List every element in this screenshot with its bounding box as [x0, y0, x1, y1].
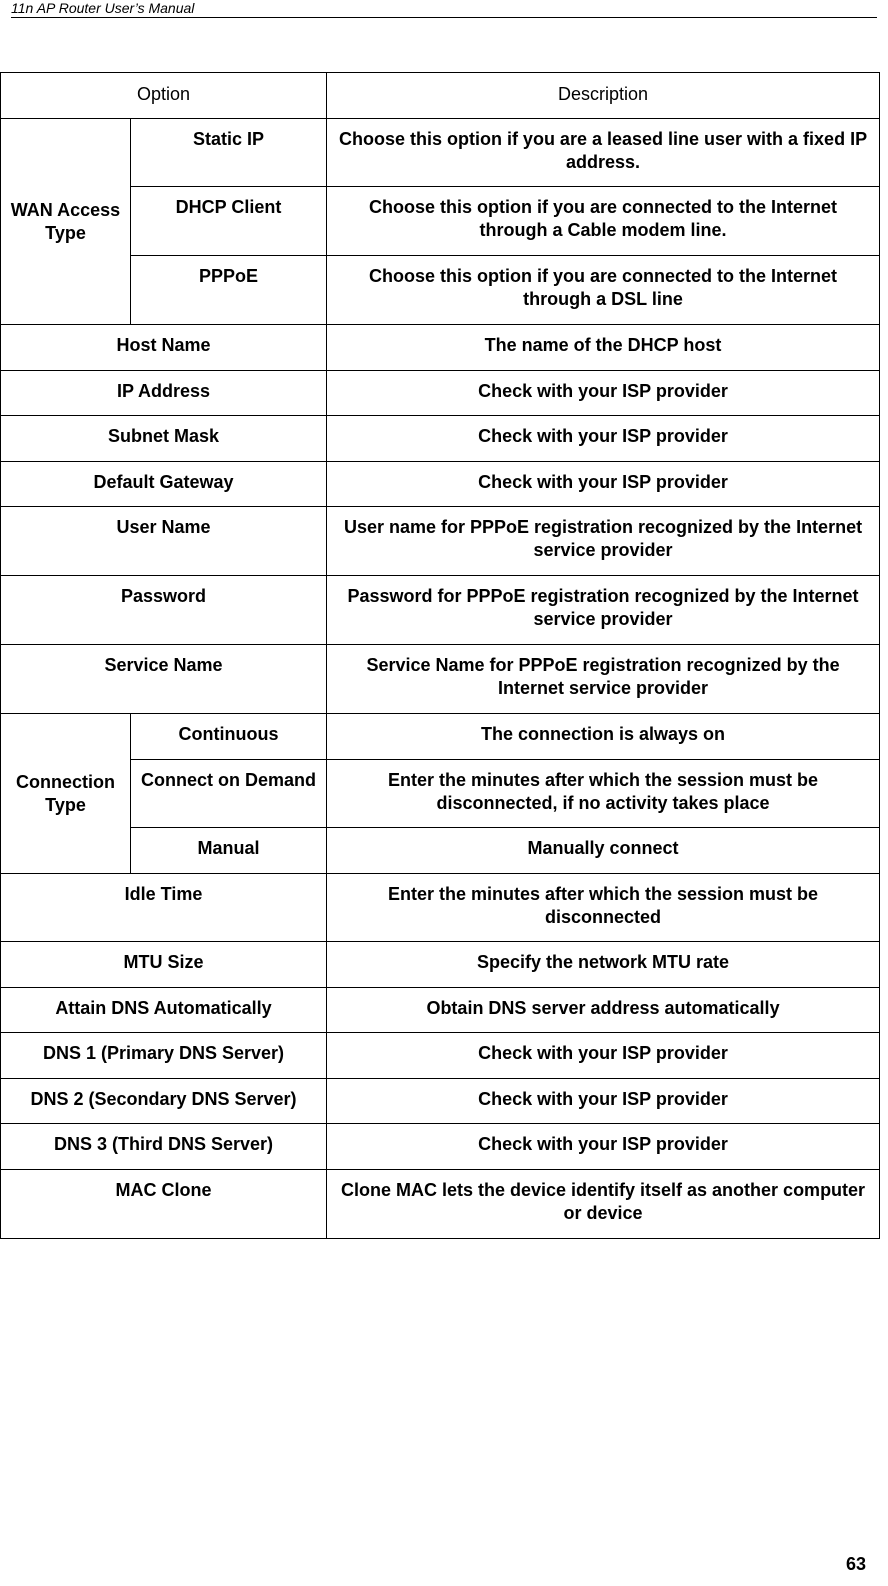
option-cell: Idle Time: [1, 874, 327, 942]
option-cell: Default Gateway: [1, 462, 327, 507]
description-cell: Enter the minutes after which the session must be disconnected, if no activity takes place: [327, 760, 880, 828]
table-row: [1, 645, 880, 714]
table-row: [1, 1033, 880, 1079]
description-cell: Specify the network MTU rate: [327, 942, 880, 988]
group-label-wan-access-type: WAN Access Type: [1, 119, 131, 325]
page-number: 63: [846, 1554, 867, 1574]
description-cell: Check with your ISP provider: [327, 416, 880, 462]
option-cell: Static IP: [131, 119, 327, 187]
table-row: [1, 507, 880, 576]
table-row: [1, 714, 880, 760]
description-cell: Password for PPPoE registration recognized by the Internet service provider: [327, 576, 880, 645]
table-row: [1, 462, 880, 507]
description-cell: Check with your ISP provider: [327, 1033, 880, 1079]
group-label-connection-type: Connection Type: [1, 714, 131, 874]
option-cell: Attain DNS Automatically: [1, 988, 327, 1033]
description-cell: Check with your ISP provider: [327, 462, 880, 507]
option-cell: DNS 1 (Primary DNS Server): [1, 1033, 327, 1079]
column-header-option: Option: [1, 73, 327, 119]
description-cell: Service Name for PPPoE registration recognized by the Internet service provider: [327, 645, 880, 714]
description-cell: The connection is always on: [327, 714, 880, 760]
table-row: [1, 1079, 880, 1124]
option-cell: Connect on Demand: [131, 760, 327, 828]
option-cell: IP Address: [1, 371, 327, 416]
description-cell: Choose this option if you are a leased line user with a fixed IP address.: [327, 119, 880, 187]
column-header-description: Description: [327, 73, 880, 119]
option-cell: DNS 3 (Third DNS Server): [1, 1124, 327, 1170]
description-cell: Check with your ISP provider: [327, 1124, 880, 1170]
table-row: [1, 874, 880, 942]
table-row: [1, 828, 880, 874]
table-row: [1, 371, 880, 416]
table-header-row: [1, 73, 880, 119]
option-cell: Host Name: [1, 325, 327, 371]
running-header: [11, 0, 877, 18]
option-cell: DHCP Client: [131, 187, 327, 256]
option-cell: Password: [1, 576, 327, 645]
option-cell: MAC Clone: [1, 1170, 327, 1239]
description-cell: Choose this option if you are connected to the Internet through a DSL line: [327, 256, 880, 325]
description-cell: Choose this option if you are connected to the Internet through a Cable modem line.: [327, 187, 880, 256]
description-cell: Check with your ISP provider: [327, 371, 880, 416]
description-cell: Clone MAC lets the device identify itself as another computer or device: [327, 1170, 880, 1239]
description-cell: User name for PPPoE registration recognized by the Internet service provider: [327, 507, 880, 576]
option-cell: MTU Size: [1, 942, 327, 988]
option-cell: Manual: [131, 828, 327, 874]
option-cell: PPPoE: [131, 256, 327, 325]
table-row: [1, 416, 880, 462]
table-row: [1, 942, 880, 988]
description-cell: Check with your ISP provider: [327, 1079, 880, 1124]
description-cell: Enter the minutes after which the session must be disconnected: [327, 874, 880, 942]
description-cell: Manually connect: [327, 828, 880, 874]
option-cell: User Name: [1, 507, 327, 576]
table-row: [1, 760, 880, 828]
option-cell: Service Name: [1, 645, 327, 714]
table-row: [1, 1124, 880, 1170]
option-cell: DNS 2 (Secondary DNS Server): [1, 1079, 327, 1124]
option-cell: Subnet Mask: [1, 416, 327, 462]
table-row: [1, 119, 880, 187]
table-row: [1, 256, 880, 325]
manual-title: 11n AP Router User’s Manual: [11, 0, 195, 16]
option-cell: Continuous: [131, 714, 327, 760]
table-row: [1, 1170, 880, 1239]
description-cell: Obtain DNS server address automatically: [327, 988, 880, 1033]
table-row: [1, 187, 880, 256]
description-cell: The name of the DHCP host: [327, 325, 880, 371]
table-row: [1, 988, 880, 1033]
table-row: [1, 325, 880, 371]
table-row: [1, 576, 880, 645]
wan-settings-table: [0, 72, 880, 1239]
